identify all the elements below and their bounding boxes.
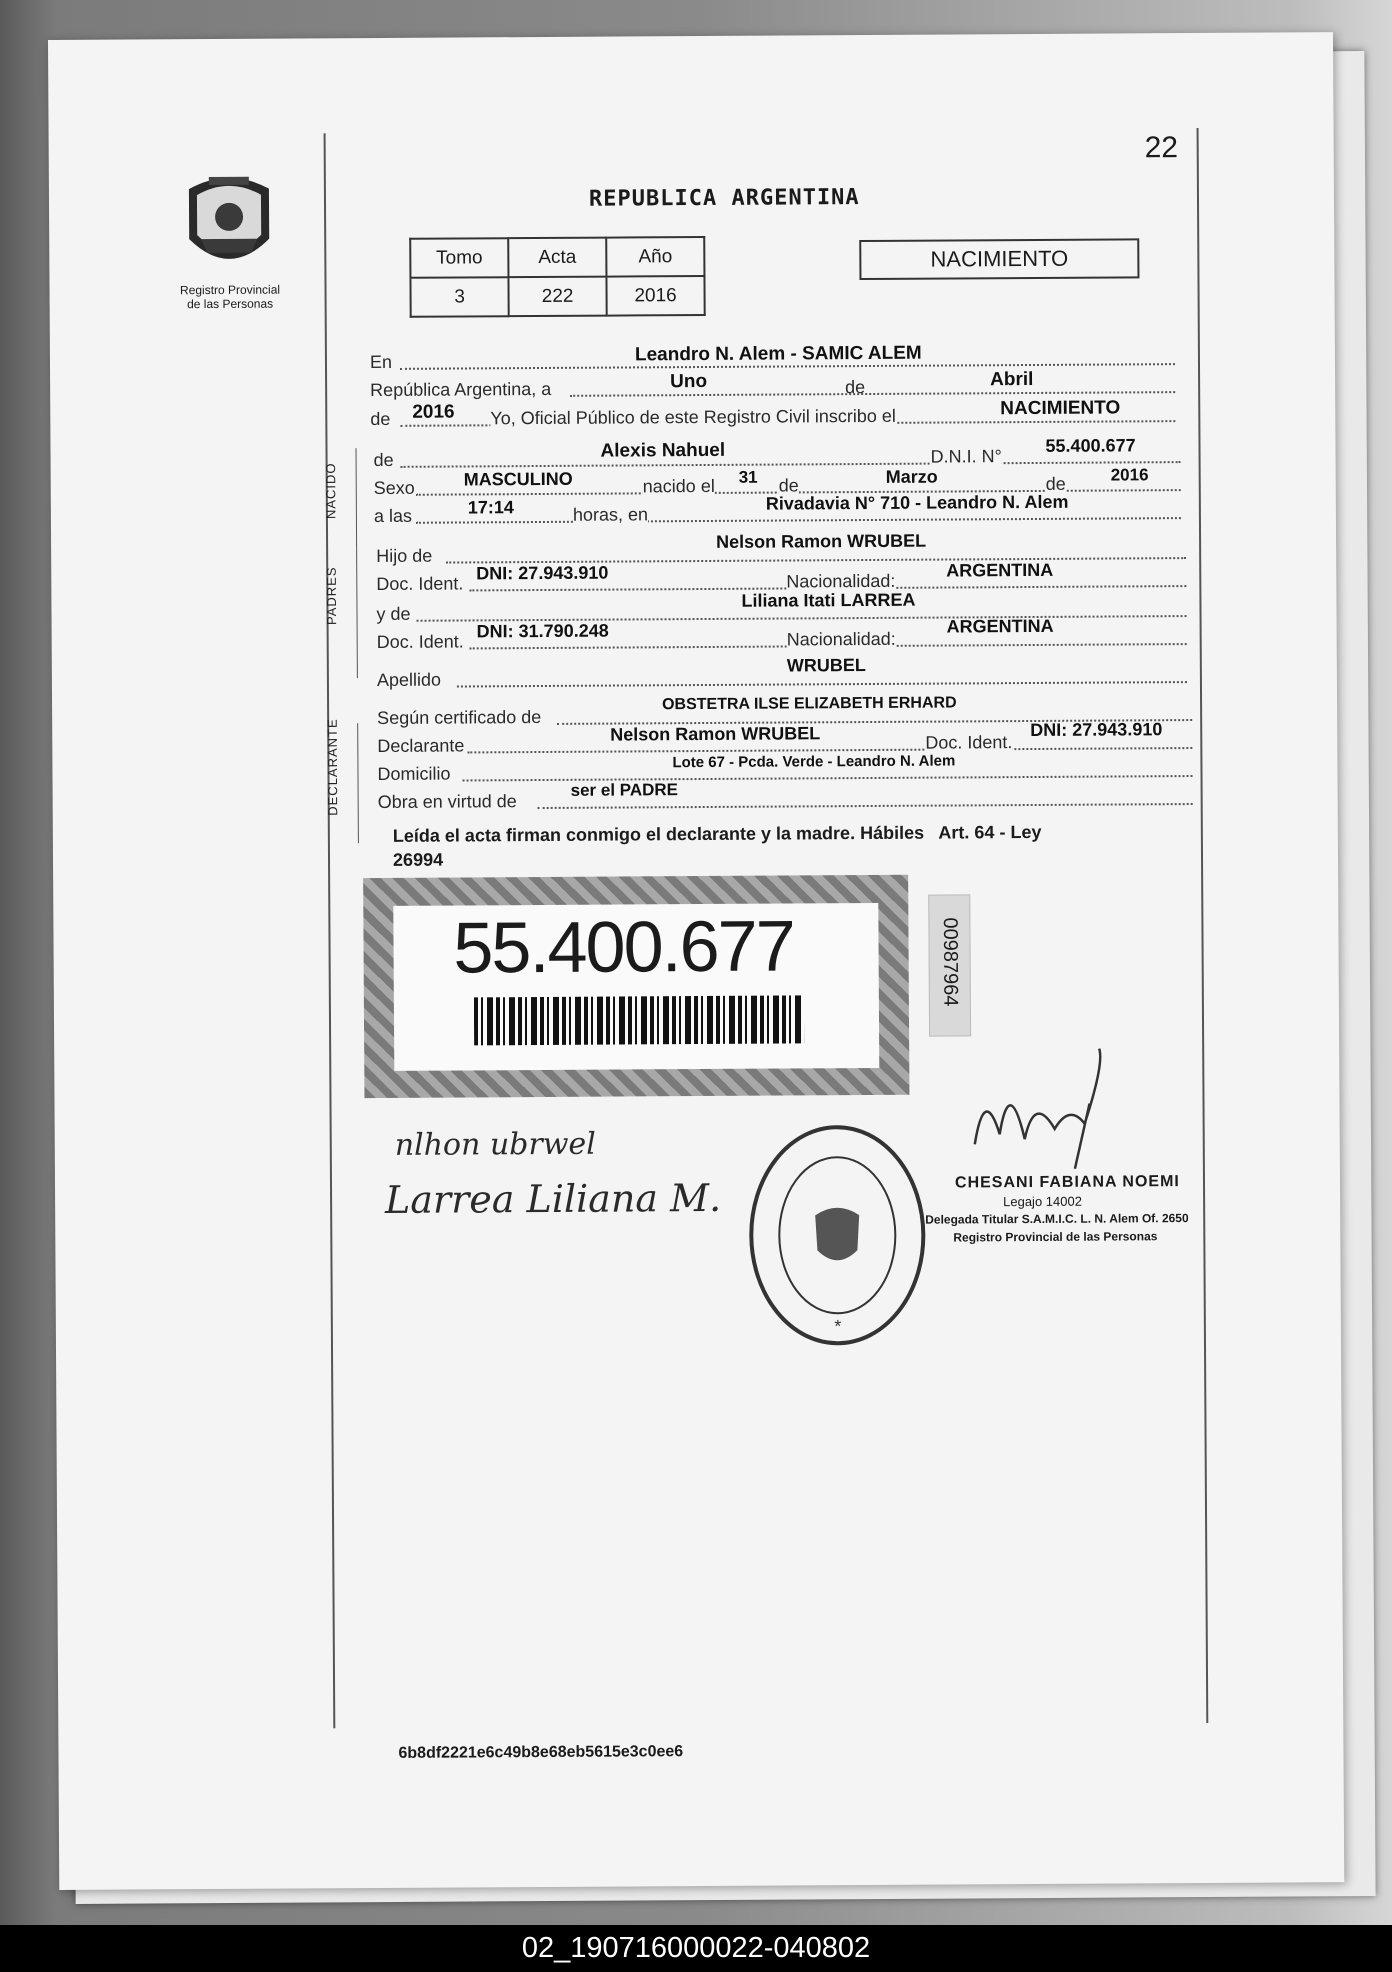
value-anio-nacimiento: 2016 — [1110, 465, 1149, 485]
value-dia-nacimiento: 31 — [738, 467, 758, 487]
official-org: Registro Provincial de las Personas — [953, 1229, 1158, 1245]
value-sexo: MASCULINO — [463, 468, 573, 490]
label-de-nacido: de — [373, 449, 394, 471]
label-de2: de — [370, 408, 391, 430]
label-nacionalidad-1: Nacionalidad: — [786, 570, 896, 592]
svg-text:*: * — [834, 1316, 842, 1337]
label-republica: República Argentina, a — [370, 378, 552, 401]
signature-stroke-icon — [964, 1044, 1115, 1175]
value-anio-inscripcion: 2016 — [412, 401, 455, 423]
label-nacido-el: nacido el — [642, 475, 715, 497]
section-declarante: DECLARANTE — [324, 718, 341, 816]
value-dia-inscripcion: Uno — [670, 370, 708, 393]
closing-line-1: Leída el acta firman conmigo el declarante y la madre. Hábiles Art. 64 - Ley — [392, 821, 1042, 846]
value-declarante: Nelson Ramon WRUBEL — [610, 723, 821, 745]
sticker-serial-tab — [928, 894, 971, 1036]
anio-header: Año — [606, 237, 704, 277]
value-padre-doc: DNI: 27.943.910 — [476, 562, 609, 584]
value-madre-doc: DNI: 31.790.248 — [476, 620, 609, 642]
declarante-bracket — [357, 723, 359, 843]
dotted-line — [416, 517, 1181, 524]
dotted-line — [457, 681, 1187, 687]
value-lugar-nacimiento: Rivadavia N° 710 - Leandro N. Alem — [765, 491, 1069, 514]
nacido-bracket — [355, 448, 357, 548]
value-tipo-inscripcion: NACIMIENTO — [1000, 397, 1121, 420]
section-nacido: NACIDO — [323, 462, 339, 520]
value-padre-nacionalidad: ARGENTINA — [946, 559, 1054, 581]
label-a-las: a las — [373, 505, 413, 527]
label-doc-ident-2: Doc. Ident. — [376, 631, 464, 653]
label-domicilio: Domicilio — [377, 763, 451, 785]
tomo-value: 3 — [410, 277, 508, 317]
padres-bracket — [356, 548, 358, 678]
value-hora: 17:14 — [467, 497, 514, 518]
province-emblem — [179, 169, 280, 280]
dotted-line — [538, 803, 1193, 809]
signature-padre: nlhon ubrwel — [394, 1126, 596, 1163]
dotted-line — [570, 391, 1175, 397]
value-certificado: OBSTETRA ILSE ELIZABETH ERHARD — [662, 694, 957, 714]
label-de: de — [845, 377, 866, 398]
emblem-caption-1: Registro Provincial — [179, 282, 281, 298]
value-padre: Nelson Ramon WRUBEL — [716, 530, 927, 552]
label-sexo: Sexo — [373, 477, 415, 499]
label-dni: D.N.I. N° — [930, 446, 1002, 467]
value-madre-nacionalidad: ARGENTINA — [946, 615, 1054, 637]
label-de3: de — [778, 475, 799, 496]
closing-line-2: 26994 — [392, 849, 444, 870]
label-yo-oficial: Yo, Oficial Público de este Registro Civil inscribo el — [490, 405, 896, 429]
coat-of-arms-icon — [179, 169, 280, 280]
value-mes-inscripcion: Abril — [990, 368, 1034, 391]
scan-filename: 02_190716000022-040802 — [521, 1932, 871, 1964]
label-y-de: y de — [376, 603, 411, 625]
left-margin-line — [323, 133, 339, 1728]
acta-header: Acta — [508, 238, 606, 278]
value-nombre: Alexis Nahuel — [600, 439, 726, 462]
label-de4: de — [1045, 473, 1066, 494]
value-apellido: WRUBEL — [786, 655, 866, 676]
sticker-serial: 00987964 — [938, 917, 962, 1007]
label-doc-ident-1: Doc. Ident. — [376, 573, 464, 595]
value-declarante-doc: DNI: 27.943.910 — [1030, 719, 1163, 741]
label-declarante: Declarante — [377, 735, 465, 757]
section-padres: PADRES — [323, 566, 340, 626]
label-apellido: Apellido — [376, 669, 442, 691]
official-legajo: Legajo 14002 — [1003, 1193, 1082, 1210]
page-number: 22 — [1144, 131, 1179, 165]
anio-value: 2016 — [606, 276, 704, 316]
value-dni: 55.400.677 — [1045, 435, 1136, 456]
right-margin-line — [1197, 128, 1209, 1723]
value-mes-nacimiento: Marzo — [885, 466, 938, 487]
tomo-header: Tomo — [410, 238, 508, 278]
tomo-acta-table — [409, 236, 705, 318]
official-signature-scribble — [964, 1044, 1115, 1175]
sticker-label — [393, 903, 879, 1071]
label-nacionalidad-2: Nacionalidad: — [786, 628, 896, 650]
official-cargo: Delegada Titular S.A.M.I.C. L. N. Alem Of. 2650 — [925, 1211, 1189, 1227]
label-horas-en: horas, en — [572, 504, 649, 525]
label-doc-ident-decl: Doc. Ident. — [925, 732, 1013, 753]
label-hijo-de: Hijo de — [376, 545, 433, 567]
document-hash: 6b8df2221e6c49b8e68eb5615e3c0ee6 — [398, 1743, 684, 1762]
signature-madre: Larrea Liliana M. — [384, 1175, 722, 1222]
dotted-line — [401, 461, 1181, 468]
certificate-page — [48, 32, 1344, 1890]
barcode — [474, 995, 804, 1045]
act-type-box — [859, 238, 1139, 280]
scan-filename-bar — [0, 1925, 1392, 1972]
dni-sticker — [363, 875, 909, 1098]
sticker-number: 55.400.677 — [453, 906, 794, 989]
label-segun-certificado: Según certificado de — [377, 706, 542, 729]
act-type-label: NACIMIENTO — [930, 245, 1069, 272]
document-title: REPUBLICA ARGENTINA — [588, 185, 860, 212]
acta-value: 222 — [508, 277, 606, 317]
value-lugar: Leandro N. Alem - SAMIC ALEM — [634, 342, 922, 366]
emblem-caption-2: de las Personas — [187, 296, 274, 312]
value-madre: Liliana Itati LARREA — [741, 589, 916, 611]
value-domicilio: Lote 67 - Pcda. Verde - Leandro N. Alem — [672, 752, 956, 772]
stamp-seal-icon — [745, 1120, 931, 1351]
label-obra-en-virtud: Obra en virtud de — [377, 791, 517, 813]
value-obra-en-virtud: ser el PADRE — [570, 780, 679, 800]
registry-stamp — [745, 1120, 931, 1351]
label-en: En — [369, 351, 393, 373]
official-name: CHESANI FABIANA NOEMI — [954, 1173, 1180, 1192]
